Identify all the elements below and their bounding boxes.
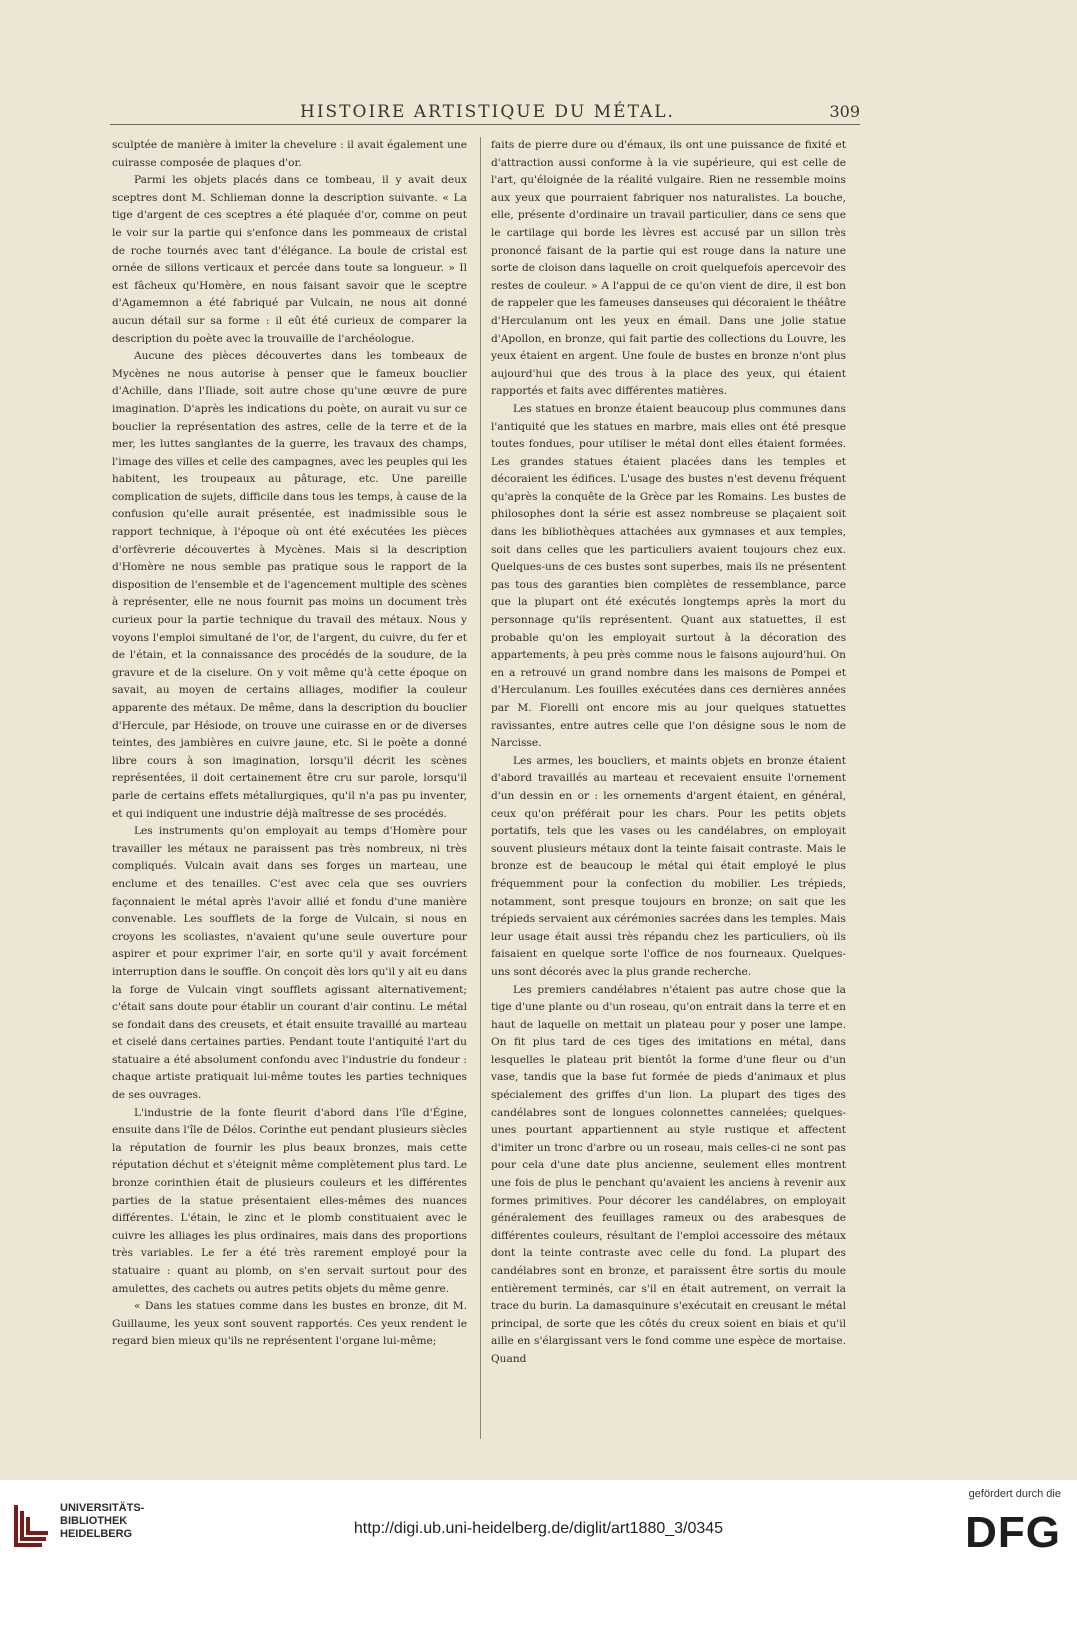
funded-by-text: gefördert durch die [968, 1488, 1061, 1500]
paragraph: Les statues en bronze étaient beaucoup plus communes dans l'antiquité que les statues en marbre, mais elles ont été presque toutes fondues, pour utiliser le métal dont elles étaient formées. Les grandes statues étaient placées dans les temples et décoraient les édifices. L'usage des bustes n'est devenu fréquent qu'après la conquête de la Grèce par les Romains. Les bustes de philosophes dont la série est assez nombreuse se plaçaient soit dans les bibliothèques attachées aux gymnases et aux temples, soit dans celles que les particuliers avaient toujours chez eux. Quelques-uns de ces bustes sont superbes, mais ils ne présentent pas tous des garanties bien complètes de ressemblance, parce que la plupart ont été exécutés longtemps après la mort du personnage qu'ils représentent. Quant aux statuettes, il est probable qu'on les employait surtout à la décoration des appartements, à peu près comme nous le faisons aujourd'hui. On en a retrouvé un grand nombre dans les maisons de Pompei et d'Herculanum. Les fouilles exécutées dans ces dernières années par M. Fiorelli ont encore mis au jour quelques statuettes ravissantes, entre autres celle que l'on désigne sous le nom de Narcisse. [491, 402, 846, 750]
paragraph: L'industrie de la fonte fleurit d'abord dans l'île d'Égine, ensuite dans l'île de Délos. Corinthe eut pendant plusieurs siècles la réputation de fournir les plus beaux bronzes, mais cette réputation déchut et s'éteignit même complètement plus tard. Le bronze corinthien était de plusieurs couleurs et les différentes parties de la statue présentaient elles-mêmes des nuances différentes. L'étain, le zinc et le plomb constituaient avec le cuivre les alliages les plus ordinaires, mais dans des proportions très variables. Le fer a été très rarement employé pour la statuaire : quant au plomb, on s'en servait surtout pour des amulettes, des cachets ou autres petits objets du même genre. [112, 1106, 467, 1295]
paragraph: « Dans les statues comme dans les bustes en bronze, dit M. Guillaume, les yeux sont souvent rapportés. Ces yeux rendent le regard bien mieux qu'ils ne représentent l'organe lui-même; [112, 1300, 467, 1348]
page-number: 309 [829, 102, 860, 121]
university-library-name: UNIVERSITÄTS- BIBLIOTHEK HEIDELBERG [60, 1502, 145, 1540]
paragraph: sculptée de manière à imiter la chevelure : il avait également une cuirasse composée de plaques d'or. [112, 139, 467, 169]
paragraph: Les armes, les boucliers, et maints objets en bronze étaient d'abord travaillés au marteau et recevaient ensuite l'ornement d'un dessin en or : les ornements d'argent étaient, en général, ceux qu'on préférait pour les chars. Pour les petits objets portatifs, tels que les vases ou les candélabres, on employait souvent plusieurs métaux dont la teinte faisait contraste. Mais le bronze est de beaucoup le métal qui était employé le plus fréquemment pour la confection du mobilier. Les trépieds, notamment, sont presque toujours en bronze; on sait que les trépieds servaient aux cérémonies sacrées dans les temples. Mais leur usage était aussi très répandu chez les particuliers, où ils faisaient en quelque sorte l'office de nos fourneaux. Quelques-uns sont décorés avec la plus grande recherche. [491, 754, 846, 978]
paragraph: Les premiers candélabres n'étaient pas autre chose que la tige d'une plante ou d'un roseau, qu'on entrait dans la terre et en haut de laquelle on mettait un plateau pour y poser une lampe. On fit plus tard de ces tiges des imitations en métal, dans lesquelles le plateau prit bientôt la forme d'une fleur ou d'un vase, tandis que la base fut formée de pieds d'animaux et plus spécialement des griffes d'un lion. La plupart des tiges des candélabres sont de longues colonnettes cannelées; quelques-unes pourtant appartiennent au style rustique et affectent d'imiter un tronc d'arbre ou un roseau, mais celles-ci ne sont pas pour cela d'une date plus ancienne, seulement elles montrent une fois de plus le penchant qu'avaient les anciens à revenir aux formes primitives. Pour décorer les candélabres, on employait généralement des feuillages rameux ou des arabesques de différentes couleurs, résultant de l'emploi accessoire des métaux dont la teinte contraste avec celle du fond. La plupart des candélabres sont en bronze, et paraissent être sortis du moule entièrement terminés, car s'il en était autrement, on verrait la trace du burin. La damasquinure s'exécutait en creusant le métal principal, de sorte que les côtés du creux soient en biais et qu'il aille en s'élargissant vers le fond comme une espèce de mortaise. Quand [491, 983, 846, 1365]
paragraph: Parmi les objets placés dans ce tombeau, il y avait deux sceptres dont M. Schlieman donne la description suivante. « La tige d'argent de ces sceptres a été plaquée d'or, comme on peut le voir sur la partie qui s'enfonce dans les pommeaux de cristal de roche tournés avec tant d'élégance. La boule de cristal est ornée de sillons verticaux et percée dans toute sa longueur. » Il est fâcheux qu'Homère, en nous faisant savoir que le sceptre d'Agamemnon a été fabriqué par Vulcain, ne nous ait donné aucun détail sur sa forme : il eût été curieux de comparer la description du poète avec la trouvaille de l'archéologue. [112, 174, 467, 345]
running-title: HISTOIRE ARTISTIQUE DU MÉTAL. [300, 102, 675, 122]
left-column [112, 137, 467, 1447]
column-divider [480, 137, 481, 1439]
paragraph: Les instruments qu'on employait au temps d'Homère pour travailler les métaux ne paraissent pas très nombreux, ni très compliqués. Vulcain avait dans ses forges un marteau, une enclume et des tenailles. C'est avec cela que ses ouvriers façonnaient le métal après l'avoir allié et fondu d'une manière convenable. Les soufflets de la forge de Vulcain, si nous en croyons les scoliastes, n'avaient qu'une seule ouverture pour aspirer et pour exprimer l'air, en sorte qu'il y avait forcément interruption dans le souffle. On conçoit dès lors qu'il y ait eu dans la forge de Vulcain vingt soufflets agissant alternativement; c'était sans doute pour établir un courant d'air continu. Le métal se fondait dans des creusets, et était ensuite travaillé au marteau et ciselé dans certaines parties. Pendant toute l'antiquité l'art du statuaire a été absolument confondu avec l'industrie du fondeur : chaque artiste pratiquait lui-même toutes les parties techniques de ses ouvrages. [112, 825, 467, 1102]
running-head [110, 100, 860, 125]
dfg-logo-icon: DFG [965, 1508, 1061, 1557]
paragraph: Aucune des pièces découvertes dans les tombeaux de Mycènes ne nous autorise à penser que le fameux bouclier d'Achille, dans l'Iliade, soit autre chose qu'une œuvre de pure imagination. D'après les indications du poète, on aurait vu sur ce bouclier la représentation des astres, celle de la terre et de la mer, les luttes sanglantes de la guerre, les travaux des champs, l'image des villes et celle des campagnes, avec les peuples qui les habitent, les troupeaux au pâturage, etc. Une pareille complication de sujets, difficile dans tous les temps, à cause de la confusion qu'elle aurait présentée, est inadmissible sous le rapport technique, à l'époque où ont été exécutées les pièces d'orfèvrerie découvertes à Mycènes. Mais si la description d'Homère ne nous semble pas pratique sous le rapport de la disposition de l'ensemble et de l'agencement multiple des scènes à représenter, elle ne nous fournit pas moins un document très curieux pour la partie technique du travail des métaux. Nous y voyons l'emploi simultané de l'or, de l'argent, du cuivre, du fer et de l'étain, et la connaissance des procédés de la soudure, de la gravure et de la ciselure. On y voit même qu'à cette époque on savait, au moyen de certains alliages, modifier la couleur apparente des métaux. De même, dans la description du bouclier d'Hercule, par Hésiode, on trouve une cuirasse en or de diverses teintes, des jambières en cuivre jaune, etc. Si le poète a donné libre cours à son imagination, lorsqu'il décrit les scènes représentées, il doit certainement être cru sur parole, lorsqu'il parle de certains effets métallurgiques, qu'il n'a pas pu inventer, et qui indiquent une industrie déjà maîtresse de ses procédés. [112, 350, 467, 820]
viewer-footer [0, 1480, 1077, 1646]
source-url-link[interactable]: http://digi.ub.uni-heidelberg.de/diglit/art1880_3/0345 [353, 1520, 724, 1537]
right-column [491, 137, 846, 1447]
paragraph: faits de pierre dure ou d'émaux, ils ont une puissance de fixité et d'attraction aussi conforme à la vie supérieure, qui est celle de l'art, qu'éloignée de la réalité vulgaire. Rien ne ressemble moins aux yeux que pourraient fabriquer nos naturalistes. La bouche, elle, présente d'ordinaire un travail particulier, dans ce sens que le cartilage qui borde les lèvres est accusé par un sillon très prononcé faisant de la partie qui est rouge dans la nature une sorte de cloison dans laquelle on croit quelquefois apercevoir des restes de couleur. » A l'appui de ce qu'on vient de dire, il est bon de rappeler que les fameuses danseuses qui décoraient le théâtre d'Herculanum ont les yeux en émail. Dans une jolie statue d'Apollon, en bronze, qui fait partie des collections du Louvre, les yeux étaient en argent. Une foule de bustes en bronze n'ont plus aujourd'hui que des trous à la place des yeux, qui étaient rapportés et faits avec différentes matières. [491, 139, 846, 398]
